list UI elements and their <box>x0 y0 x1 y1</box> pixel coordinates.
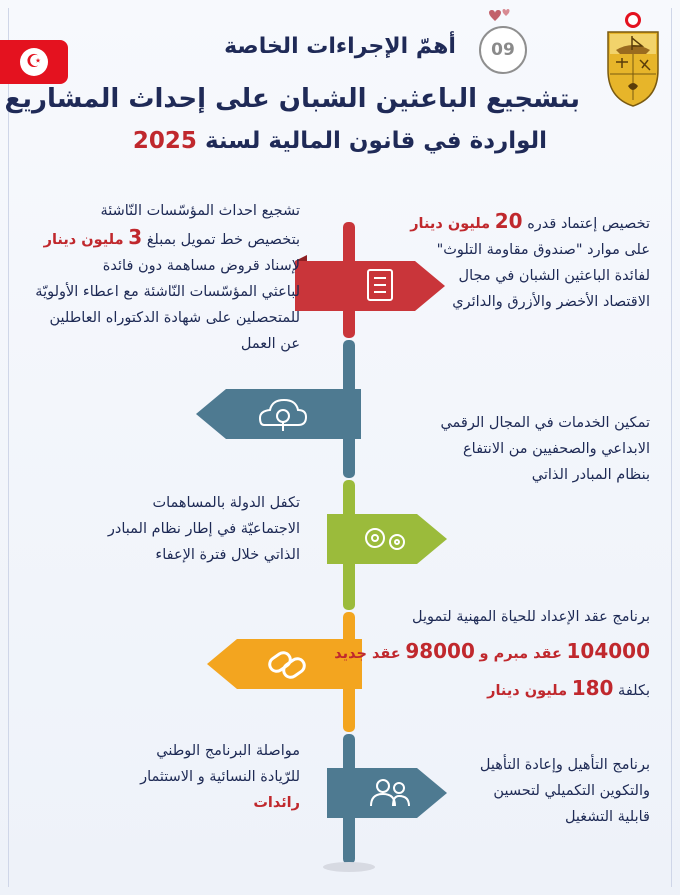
measure-social-contributions-line2: الاجتماعيّة في إطار نظام المبادر <box>107 521 300 537</box>
sign-banner-green <box>327 508 447 570</box>
title-line-3 <box>100 128 580 154</box>
measure-startups-unit: مليون دينار <box>43 232 124 248</box>
measure-startups-line5: للمتحصلين على شهادة الدكتوراه العاطلين <box>49 310 300 326</box>
hearts-decoration <box>484 8 524 28</box>
title-line-1: أهمّ الإجراءات الخاصة <box>224 34 456 59</box>
measure-training-program-line1: برنامج التأهيل وإعادة التأهيل <box>479 757 650 773</box>
measure-career-contract-num2: 98000 <box>405 639 475 663</box>
measure-startups <box>35 198 300 357</box>
badge-number: 09 <box>491 40 515 60</box>
coat-of-arms-emblem <box>598 10 668 110</box>
measure-social-contributions-line1: تكفل الدولة بالمساهمات <box>152 495 300 511</box>
measure-career-contract-amount: 180 <box>571 676 614 700</box>
measure-startups-amount: 3 <box>128 225 143 249</box>
measure-women-entrepreneurship-line3: رائدات <box>253 795 300 811</box>
measure-pollution-fund-line2: على موارد "صندوق مقاومة التلوث" <box>436 242 650 258</box>
measure-startups-line6: عن العمل <box>240 336 300 352</box>
measure-digital-services-line2: الابداعي والصحفيين من الانتفاع <box>463 441 650 457</box>
measure-pollution-fund <box>410 208 650 315</box>
measure-social-contributions-line3: الذاتي خلال فترة الإعفاء <box>155 547 300 563</box>
measure-pollution-fund-line1 <box>410 208 650 237</box>
measure-social-contributions <box>108 490 300 568</box>
pole-base <box>323 862 375 872</box>
measure-startups-line4: لباعثي المؤسّسات النّاشئة مع اعطاء الأولويّة <box>35 284 300 300</box>
measure-women-entrepreneurship-line2: للرّيادة النسائية و الاستثمار <box>140 769 300 785</box>
measure-digital-services-line1: تمكين الخدمات في المجال الرقمي <box>440 415 650 431</box>
measure-digital-services <box>440 410 650 488</box>
measure-career-contract <box>334 600 650 708</box>
measure-training-program-line3: قابلية التشغيل <box>564 809 650 825</box>
measure-career-contract-txt1: عقد مبرم و <box>479 646 562 662</box>
measure-pollution-fund-amount: 20 <box>494 209 523 233</box>
measure-startups-line2 <box>35 224 300 253</box>
sign-banner-teal <box>196 383 361 445</box>
sign-banner-blue <box>327 762 447 824</box>
measure-career-contract-unit: مليون دينار <box>487 683 568 699</box>
measure-career-contract-num1: 104000 <box>566 639 650 663</box>
measure-career-contract-line3-text: بكلفة <box>618 683 650 699</box>
title-year: 2025 <box>132 128 197 154</box>
measure-career-contract-line2 <box>334 634 650 671</box>
measure-startups-line3: لإسناد قروض مساهمة دون فائدة <box>102 258 300 274</box>
measure-startups-line1: تشجيع احداث المؤسّسات النّاشئة <box>100 203 300 219</box>
measure-digital-services-line3: بنظام المبادر الذاتي <box>531 467 650 483</box>
measure-pollution-fund-unit: مليون دينار <box>410 216 491 232</box>
title-line-2: بتشجيع الباعثين الشبان على إحداث المشاريع <box>4 84 580 114</box>
tunisia-flag <box>0 40 68 84</box>
title-line-3-text: الواردة في قانون المالية لسنة <box>204 128 548 154</box>
crescent-star-icon: ☪ <box>20 48 48 76</box>
measure-pollution-fund-line1-text: تخصيص إعتماد قدره <box>527 216 650 232</box>
measure-startups-line2-text: بتخصيص خط تمويل بمبلغ <box>146 232 300 248</box>
measure-women-entrepreneurship-line1: مواصلة البرنامج الوطني <box>156 743 300 759</box>
measure-career-contract-line3 <box>334 671 650 708</box>
measure-career-contract-txt2: عقد جديد <box>334 646 401 662</box>
measure-pollution-fund-line4: الاقتصاد الأخضر والأزرق والدائري <box>452 294 650 310</box>
measure-training-program <box>480 752 650 830</box>
measure-training-program-line2: والتكوين التكميلي لتحسين <box>493 783 650 799</box>
measure-women-entrepreneurship <box>140 738 300 816</box>
measure-pollution-fund-line3: لفائدة الباعثين الشبان في مجال <box>458 268 650 284</box>
measure-career-contract-line1: برنامج عقد الإعداد للحياة المهنية لتمويل <box>412 609 650 625</box>
